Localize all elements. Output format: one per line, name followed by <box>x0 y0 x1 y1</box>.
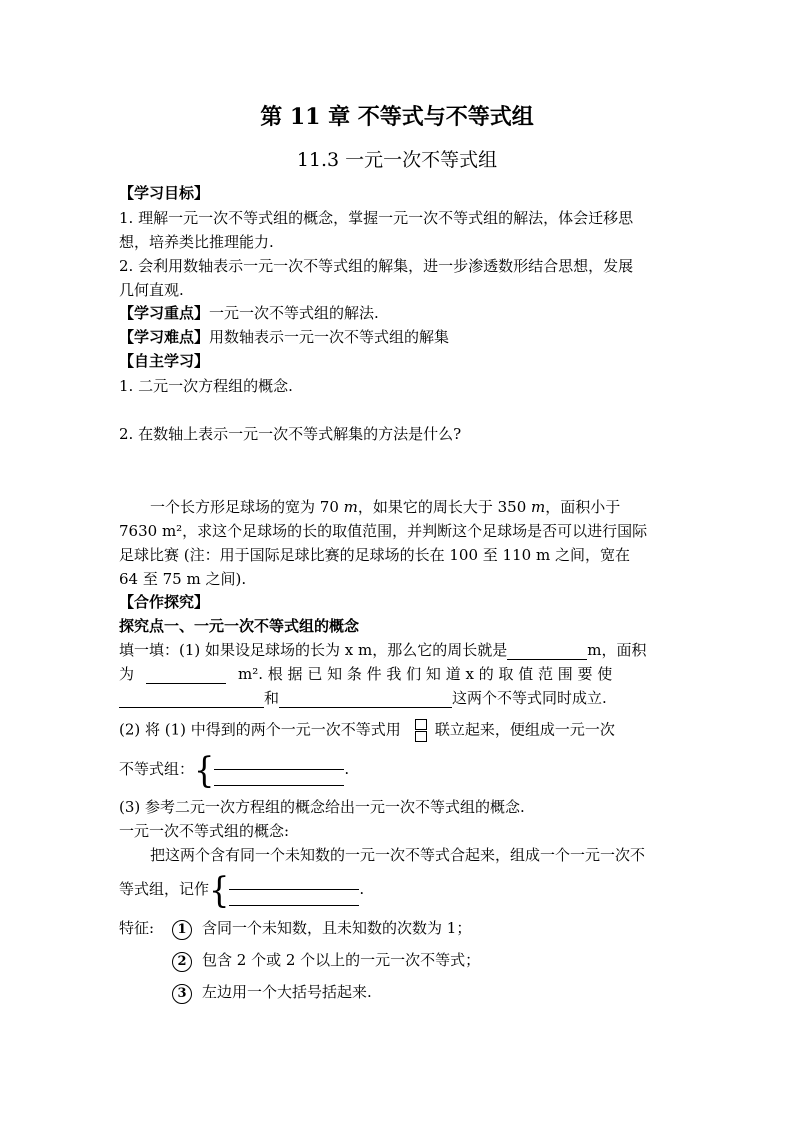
perimeter-blank[interactable] <box>507 643 587 660</box>
fill-text: 和 <box>264 689 280 707</box>
objective-1-line-1: 1. 理解一元一次不等式组的概念，掌握一元一次不等式组的解法，体会迁移思 <box>119 209 634 227</box>
problem-line-2: 7630 m²，求这个足球场的长的取值范围，并判断这个足球场是否可以进行国际 <box>119 522 648 540</box>
feature-item <box>172 950 480 972</box>
concept-label: 一元一次不等式组的概念: <box>119 822 290 840</box>
concept-line-2 <box>119 869 365 911</box>
key-point-row <box>119 303 379 323</box>
objective-2-line-1: 2. 会利用数轴表示一元一次不等式组的解集，进一步渗透数形结合思想，发展 <box>119 257 634 275</box>
fill-text: 填一填：(1) 如果设足球场的长为 x m，那么它的周长就是 <box>119 641 508 659</box>
concept-line-1: 把这两个含有同一个未知数的一元一次不等式合起来，组成一个一元一次不 <box>150 846 646 864</box>
key-point-text: 一元一次不等式组的解法. <box>209 304 379 322</box>
question-2-system <box>119 749 350 791</box>
q2-text: 不等式组： <box>119 760 195 778</box>
q2-text: 联立起来，便组成一元一次 <box>434 720 615 739</box>
q2-text: (2) 将 (1) 中得到的两个一元一次不等式用 <box>119 720 401 739</box>
problem-text: ，如果它的周长大于 350 <box>357 498 532 516</box>
difficulty-row <box>119 327 449 347</box>
feature-item <box>172 982 372 1004</box>
period: . <box>344 760 350 778</box>
key-point-heading: 【学习重点】 <box>119 304 210 322</box>
problem-line-4: 64 至 75 m 之间). <box>119 570 247 588</box>
unit-m: m <box>531 498 546 516</box>
question-3: (3) 参考二元一次方程组的概念给出一元一次不等式组的概念. <box>119 798 525 816</box>
system-blanks[interactable] <box>214 754 344 786</box>
self-study-question-2: 2. 在数轴上表示一元一次不等式解集的方法是什么? <box>119 425 462 443</box>
objectives-heading: 【学习目标】 <box>119 184 210 202</box>
self-study-question-1: 1. 二元一次方程组的概念. <box>119 377 293 395</box>
left-brace-icon: { <box>194 749 215 791</box>
objective-2-line-2: 几何直观. <box>119 281 184 299</box>
difficulty-text: 用数轴表示一元一次不等式组的解集 <box>209 328 450 346</box>
feature-item <box>172 918 471 940</box>
concept-system-blanks[interactable] <box>229 874 359 906</box>
period: . <box>359 880 365 898</box>
problem-line-1 <box>150 497 620 517</box>
difficulty-heading: 【学习难点】 <box>119 328 210 346</box>
unit-m: m <box>343 498 358 516</box>
explore-point-1: 探究点一、一元一次不等式组的概念 <box>119 617 360 635</box>
fill-text: m，面积 <box>587 641 647 659</box>
fill-line-3 <box>119 688 607 708</box>
brace-symbol-icon <box>409 718 427 743</box>
features-label: 特征: <box>119 919 155 937</box>
fill-line-1 <box>119 640 646 660</box>
fill-line-2 <box>119 664 612 684</box>
circled-number: 1 <box>172 920 192 940</box>
inequality-2-blank[interactable] <box>279 691 452 708</box>
problem-line-3: 足球比赛 (注：用于国际足球比赛的足球场的长在 100 至 110 m 之间，宽在 <box>119 546 630 564</box>
section-title: 11.3 一元一次不等式组 <box>296 149 498 171</box>
area-blank[interactable] <box>146 667 226 684</box>
chapter-title: 第 11 章 不等式与不等式组 <box>260 104 534 130</box>
fill-text: 这两个不等式同时成立. <box>452 689 607 707</box>
fill-text: m². 根 据 已 知 条 件 我 们 知 道 x 的 取 值 范 围 要 使 <box>238 665 613 683</box>
feature-text: 含同一个未知数，且未知数的次数为 1； <box>202 919 472 937</box>
objective-1-line-2: 想，培养类比推理能力. <box>119 233 274 251</box>
feature-text: 左边用一个大括号括起来. <box>202 983 372 1001</box>
circled-number: 3 <box>172 984 192 1004</box>
question-2-line <box>119 718 615 743</box>
concept-text: 等式组，记作 <box>119 880 210 898</box>
circled-number: 2 <box>172 952 192 972</box>
cooperation-heading: 【合作探究】 <box>119 593 210 611</box>
feature-text: 包含 2 个或 2 个以上的一元一次不等式； <box>202 951 481 969</box>
self-study-heading: 【自主学习】 <box>119 352 210 370</box>
problem-text: ，面积小于 <box>545 498 621 516</box>
problem-text: 一个长方形足球场的宽为 70 <box>150 498 344 516</box>
inequality-1-blank[interactable] <box>119 691 264 708</box>
fill-text: 为 <box>119 665 135 683</box>
left-brace-icon: { <box>209 869 230 911</box>
